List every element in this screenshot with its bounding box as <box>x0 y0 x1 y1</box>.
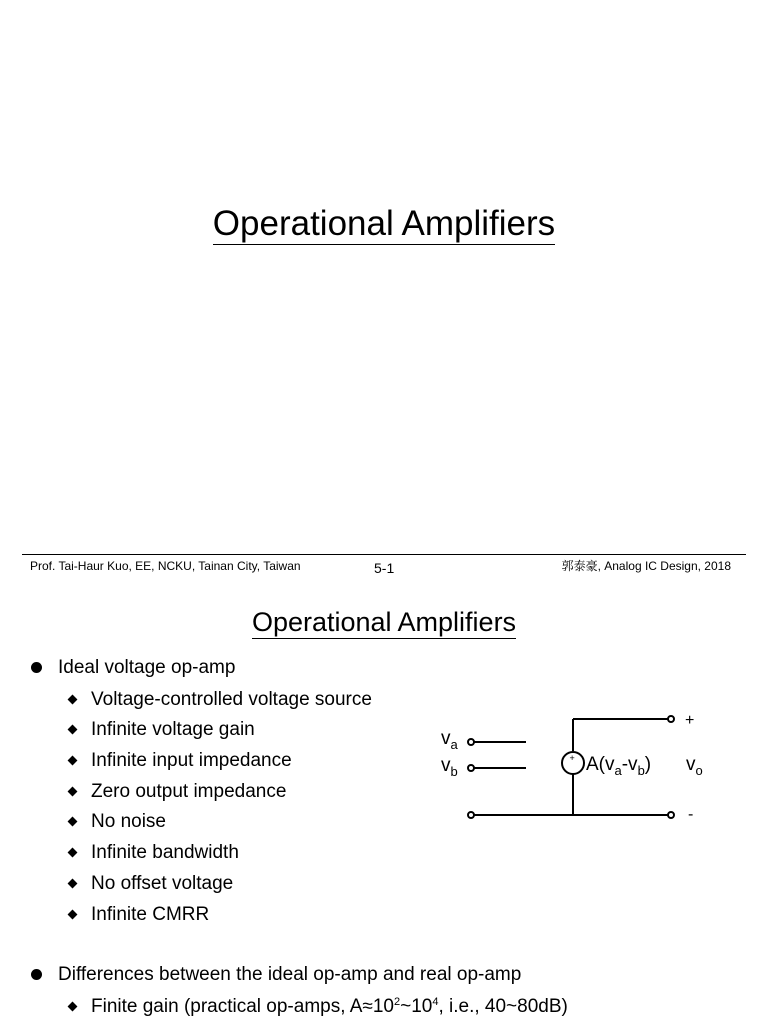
sub-item <box>91 718 255 742</box>
bullet-differences <box>58 963 521 987</box>
slide2-title-text: Operational Amplifiers <box>251 607 517 637</box>
bullet-text: Ideal voltage op-amp <box>58 657 236 678</box>
sub-item-text: Infinite voltage gain <box>91 719 255 740</box>
sub-item-text: Infinite CMRR <box>91 904 210 925</box>
finite-gain-exp2: 4 <box>432 996 439 1008</box>
gain-expression: $A(v_a-v_b)$ <box>586 754 652 778</box>
sub-item-text: Infinite input impedance <box>91 750 292 771</box>
ground-left-terminal-icon <box>468 812 474 818</box>
bullet-text: Differences between the ideal op-amp and real op-amp <box>58 964 522 985</box>
source-plus-sign: + <box>569 753 575 763</box>
diamond-bullet-icon <box>68 910 78 920</box>
diamond-bullet-icon <box>68 787 78 797</box>
finite-gain-exp1: 2 <box>393 996 401 1008</box>
vo-minus-label: - <box>688 806 694 823</box>
va-label: $v_a$ <box>441 728 458 752</box>
sub-item-text: Voltage-controlled voltage source <box>91 689 372 710</box>
sub-item <box>91 780 286 804</box>
diamond-bullet-icon <box>68 695 78 705</box>
slide2-title <box>0 604 768 640</box>
footer-page-number: 5-1 <box>374 560 395 576</box>
finite-gain-suffix: , i.e., 40~80dB) <box>438 996 568 1017</box>
diamond-bullet-icon <box>68 725 78 735</box>
footer-author: Prof. Tai-Haur Kuo, EE, NCKU, Tainan City, Taiwan <box>30 559 301 573</box>
bullet-dot-icon <box>31 662 42 673</box>
vo-plus-terminal-icon <box>668 716 674 722</box>
sub-item <box>91 688 372 712</box>
sub-item <box>91 810 166 834</box>
sub-item-text: No offset voltage <box>91 873 234 894</box>
opamp-circuit-diagram <box>430 705 730 830</box>
finite-gain-mid: ~10 <box>400 996 433 1017</box>
sub-item-text: Zero output impedance <box>91 781 287 802</box>
footer-divider <box>22 554 746 555</box>
diamond-bullet-icon <box>68 756 78 766</box>
vb-label: $v_b$ <box>441 755 458 779</box>
diamond-bullet-icon <box>68 848 78 858</box>
slide1-title-text: Operational Amplifiers <box>212 204 556 243</box>
sub-item-finite-gain <box>91 995 568 1019</box>
sub-item <box>91 749 292 773</box>
vo-label: $v_o$ <box>686 754 703 778</box>
vo-plus-label: + <box>685 712 695 729</box>
bullet-dot-icon <box>31 969 42 980</box>
bullet-ideal-opamp <box>58 656 235 680</box>
va-terminal-icon <box>468 739 474 745</box>
sub-item <box>91 903 209 927</box>
sub-item-text: Infinite bandwidth <box>91 842 239 863</box>
sub-item-text: No noise <box>91 811 166 832</box>
vb-terminal-icon <box>468 765 474 771</box>
slide1-title <box>0 200 768 248</box>
footer-course: 郭泰豪, Analog IC Design, 2018 <box>561 559 731 573</box>
sub-item <box>91 841 239 865</box>
vo-minus-terminal-icon <box>668 812 674 818</box>
diamond-bullet-icon <box>68 817 78 827</box>
diamond-bullet-icon <box>68 1002 78 1012</box>
finite-gain-prefix: Finite gain (practical op-amps, A≈10 <box>91 996 394 1017</box>
diamond-bullet-icon <box>68 879 78 889</box>
sub-item <box>91 872 233 896</box>
